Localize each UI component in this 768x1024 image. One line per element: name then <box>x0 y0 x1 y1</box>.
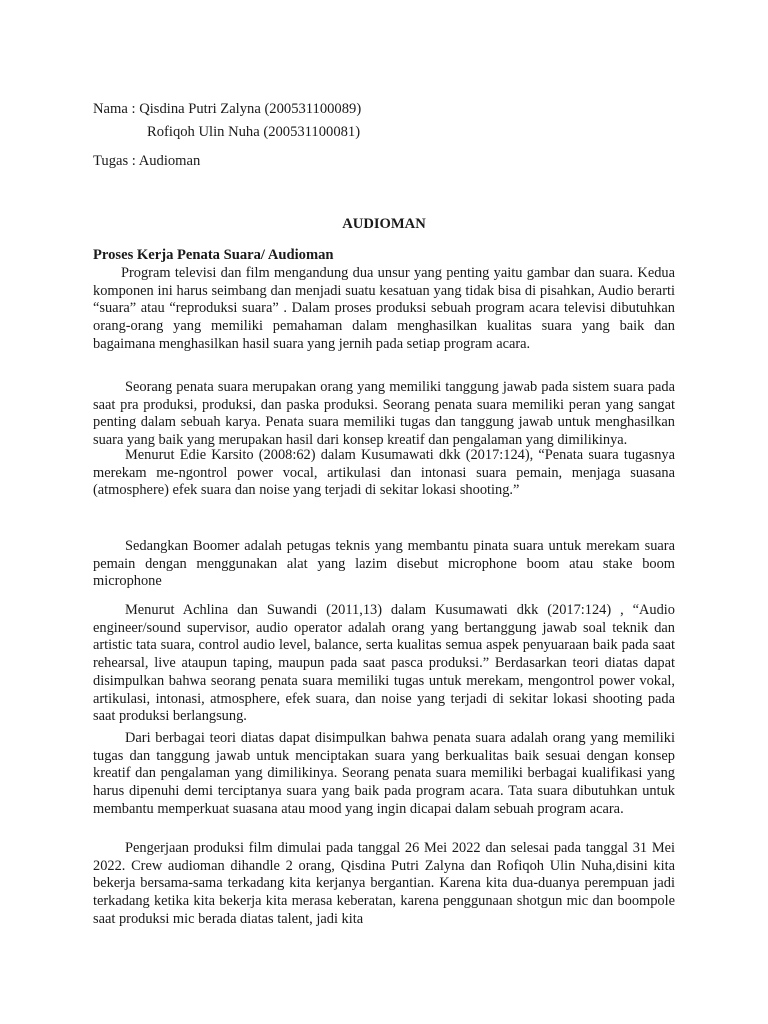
paragraph: Menurut Achlina dan Suwandi (2011,13) dalam Kusumawati dkk (2017:124) , “Audio engineer/sound supervisor, audio operator adalah orang yang bertanggung jawab soal teknik dan artistic tata suara, control audio level, balance, serta kualitas semua aspek penyuaraan baik pada saat rehearsal, live ataupun taping, maupun pada saat pasca produksi.” Berdasarkan teori diatas dapat disimpulkan bahwa seorang penata suara memiliki tugas untuk merekam, mengontrol power vokal, artikulasi, intonasi, atmosphere, efek suara, dan noise yang terjadi di sekitar lokasi shooting pada saat produksi berlangsung. <box>93 602 675 725</box>
paragraph: Menurut Edie Karsito (2008:62) dalam Kusumawati dkk (2017:124), “Penata suara tugasnya merekam me-ngontrol power vocal, artikulasi dan intonasi suara pemain, menjaga suasana (atmosphere) efek suara dan noise yang terjadi di sekitar lokasi shooting.” <box>93 447 675 499</box>
author-line-2: Rofiqoh Ulin Nuha (200531100081) <box>147 124 361 140</box>
document-title: AUDIOMAN <box>342 216 426 232</box>
paragraph: Program televisi dan film mengandung dua unsur yang penting yaitu gambar dan suara. Kedua komponen ini harus seimbang dan menjadi suatu kesatuan yang tidak bisa di pisahkan, Audio berarti “suara” atau “reproduksi suara” . Dalam proses produksi sebuah program acara televisi dibutuhkan orang-orang yang memiliki pemahaman dalam menghasilkan kualitas suara yang baik dan bagaimana menghasilkan hasil suara yang jernih pada setiap program acara. <box>93 265 675 352</box>
paragraph: Seorang penata suara merupakan orang yang memiliki tanggung jawab pada sistem suara pada saat pra produksi, produksi, dan paska produksi. Seorang penata suara memiliki peran yang sangat penting dalam sebuah karya. Penata suara memiliki tugas dan tanggung jawab untuk menghasilkan suara yang baik yang merupakan hasil dari konsep kreatif dan pengalaman yang dimilikinya. <box>93 379 675 449</box>
author-line-1: Nama : Qisdina Putri Zalyna (200531100089) <box>93 101 362 117</box>
task-line: Tugas : Audioman <box>93 153 201 169</box>
paragraph: Sedangkan Boomer adalah petugas teknis yang membantu pinata suara untuk merekam suara pemain dengan menggunakan alat yang lazim disebut microphone boom atau stake boom microphone <box>93 538 675 590</box>
paragraph: Dari berbagai teori diatas dapat disimpulkan bahwa penata suara adalah orang yang memiliki tugas dan tanggung jawab untuk menciptakan suara yang berkualitas baik sesuai dengan konsep kreatif dan pengalaman yang dimilikinya. Seorang penata suara memiliki berbagai kualifikasi yang harus dipenuhi demi terciptanya suara yang baik pada program acara. Tata suara dibutuhkan untuk membantu memperkuat suasana atau mood yang ingin dicapai dalam sebuah program acara. <box>93 730 675 817</box>
paragraph: Pengerjaan produksi film dimulai pada tanggal 26 Mei 2022 dan selesai pada tanggal 31 Mei 2022. Crew audioman dihandle 2 orang, Qisdina Putri Zalyna dan Rofiqoh Ulin Nuha,disini kita bekerja bersama-sama terkadang kita kerjanya bergantian. Karena kita dua-duanya perempuan jadi terkadang ketika kita bekerja kita merasa keberatan, karena penggunaan shotgun mic dan boompole saat produksi mic berada diatas talent, jadi kita <box>93 840 675 927</box>
section-heading: Proses Kerja Penata Suara/ Audioman <box>93 247 334 263</box>
